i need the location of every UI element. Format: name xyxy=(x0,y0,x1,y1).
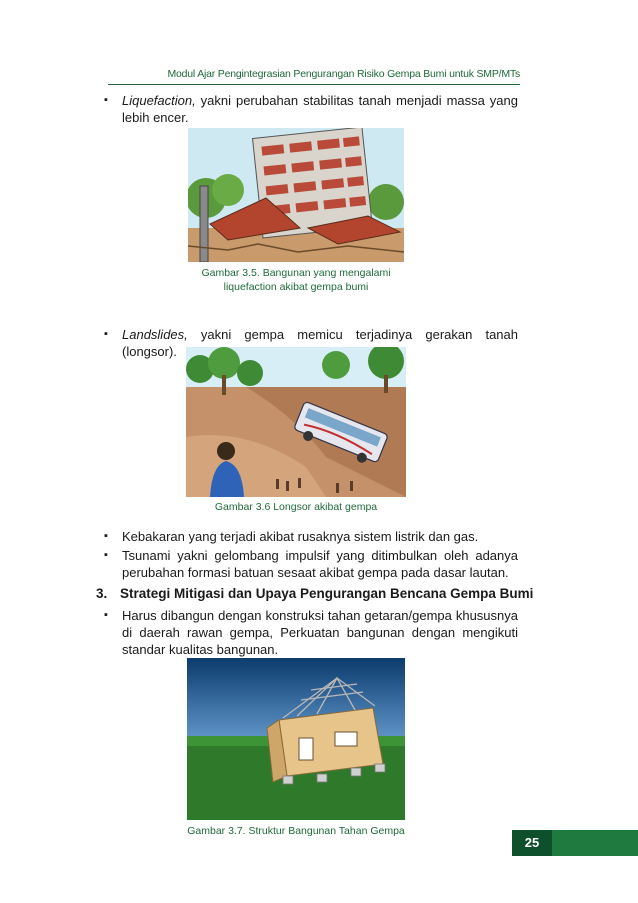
tsunami-text: Tsunami yakni gelombang impulsif yang ditimbulkan oleh adanya perubahan formasi batuan sesaat akibat gempa pada dasar lautan. xyxy=(122,548,518,580)
bullet-marker: ▪ xyxy=(104,94,108,106)
bullet-kebakaran xyxy=(104,528,518,545)
bullet-marker: ▪ xyxy=(104,609,108,621)
term-liquefaction: Liquefaction, xyxy=(122,93,196,108)
term-landslides: Landslides, xyxy=(122,327,188,342)
caption-line1: Gambar 3.5. Bangunan yang mengalami xyxy=(201,267,391,279)
figure-earthquake-resistant-building xyxy=(187,658,405,820)
caption-figure-3-7: Gambar 3.7. Struktur Bangunan Tahan Gempa xyxy=(187,825,405,837)
figure-liquefaction-illustration xyxy=(188,128,404,262)
bullet-konstruksi xyxy=(104,607,518,658)
liquefaction-text: yakni perubahan stabilitas tanah menjadi massa yang lebih encer. xyxy=(122,93,518,125)
page-number: 25 xyxy=(512,830,552,856)
caption-line2: liquefaction akibat gempa bumi xyxy=(223,281,369,293)
section-heading-3 xyxy=(96,586,533,601)
running-header: Modul Ajar Pengintegrasian Pengurangan Risiko Gempa Bumi untuk SMP/MTs xyxy=(167,68,520,80)
konstruksi-text: Harus dibangun dengan konstruksi tahan getaran/gempa khususnya di daerah rawan gempa, Perkuatan bangunan dengan mengikuti standar kualitas bangunan. xyxy=(122,608,518,657)
caption-figure-3-6: Gambar 3.6 Longsor akibat gempa xyxy=(214,501,378,513)
section-number: 3. xyxy=(96,586,108,601)
kebakaran-text: Kebakaran yang terjadi akibat rusaknya sistem listrik dan gas. xyxy=(122,529,479,544)
bullet-marker: ▪ xyxy=(104,549,108,561)
figure-landslide-illustration xyxy=(186,347,406,497)
section-title: Strategi Mitigasi dan Upaya Pengurangan Bencana Gempa Bumi xyxy=(120,586,534,601)
bullet-liquefaction xyxy=(104,92,518,126)
caption-figure-3-5 xyxy=(188,266,404,294)
bullet-marker: ▪ xyxy=(104,328,108,340)
landslides-text: yakni gempa memicu terjadinya gerakan tanah (longsor). xyxy=(122,327,518,359)
bullet-tsunami xyxy=(104,547,518,581)
header-rule xyxy=(108,84,520,85)
bullet-marker: ▪ xyxy=(104,530,108,542)
